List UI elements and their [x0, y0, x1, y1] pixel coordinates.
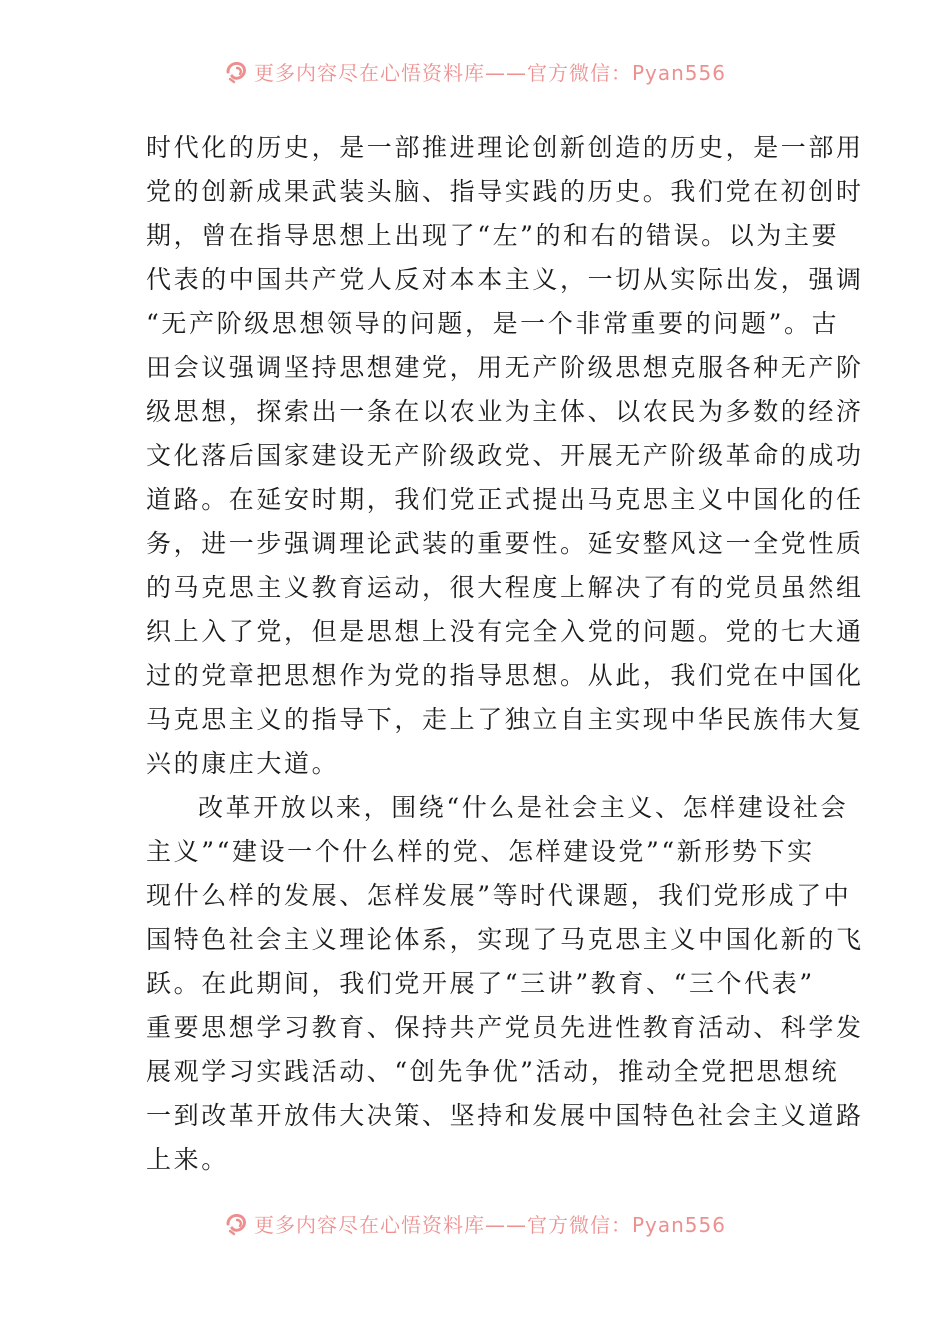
- watermark-text: 更多内容尽在心悟资料库——官方微信：Pyan556: [253, 1212, 726, 1237]
- text-line: 级思想，探索出一条在以农业为主体、以农民为多数的经济: [146, 397, 864, 426]
- brand-logo-icon: [224, 1210, 250, 1236]
- header-watermark: [0, 56, 950, 86]
- text-line: 改革开放以来，围绕“什么是社会主义、怎样建设社会: [198, 793, 849, 822]
- paragraph-2: [146, 786, 864, 1182]
- text-line: 国特色社会主义理论体系，实现了马克思主义中国化新的飞: [146, 925, 864, 954]
- text-line: “无产阶级思想领导的问题，是一个非常重要的问题”。古: [146, 309, 840, 338]
- text-line: 文化落后国家建设无产阶级政党、开展无产阶级革命的成功: [146, 441, 864, 470]
- text-line: 务，进一步强调理论武装的重要性。延安整风这一全党性质: [146, 529, 864, 558]
- text-line: 期，曾在指导思想上出现了“左”的和右的错误。以为主要: [146, 221, 840, 250]
- text-line: 过的党章把思想作为党的指导思想。从此，我们党在中国化: [146, 661, 864, 690]
- text-line: 重要思想学习教育、保持共产党员先进性教育活动、科学发: [146, 1013, 864, 1042]
- text-line: 跃。在此期间，我们党开展了“三讲”教育、“三个代表”: [146, 969, 815, 998]
- text-line: 展观学习实践活动、“创先争优”活动，推动全党把思想统: [146, 1057, 840, 1086]
- text-line: 主义”“建设一个什么样的党、怎样建设党”“新形势下实: [146, 837, 815, 866]
- text-line: 兴的康庄大道。: [146, 749, 340, 778]
- text-line: 上来。: [146, 1145, 229, 1174]
- text-line: 的马克思主义教育运动，很大程度上解决了有的党员虽然组: [146, 573, 864, 602]
- text-line: 代表的中国共产党人反对本本主义，一切从实际出发，强调: [146, 265, 864, 294]
- footer-watermark: [0, 1208, 950, 1238]
- text-line: 田会议强调坚持思想建党，用无产阶级思想克服各种无产阶: [146, 353, 864, 382]
- text-line: 道路。在延安时期，我们党正式提出马克思主义中国化的任: [146, 485, 864, 514]
- text-line: 时代化的历史，是一部推进理论创新创造的历史，是一部用: [146, 133, 864, 162]
- brand-logo-icon: [224, 58, 250, 84]
- text-line: 马克思主义的指导下，走上了独立自主实现中华民族伟大复: [146, 705, 864, 734]
- text-line: 一到改革开放伟大决策、坚持和发展中国特色社会主义道路: [146, 1101, 864, 1130]
- document-body: [146, 126, 864, 1182]
- text-line: 现什么样的发展、怎样发展”等时代课题，我们党形成了中: [146, 881, 852, 910]
- text-line: 党的创新成果武装头脑、指导实践的历史。我们党在初创时: [146, 177, 864, 206]
- text-line: 织上入了党，但是思想上没有完全入党的问题。党的七大通: [146, 617, 864, 646]
- paragraph-1: [146, 126, 864, 786]
- watermark-text: 更多内容尽在心悟资料库——官方微信：Pyan556: [253, 60, 726, 85]
